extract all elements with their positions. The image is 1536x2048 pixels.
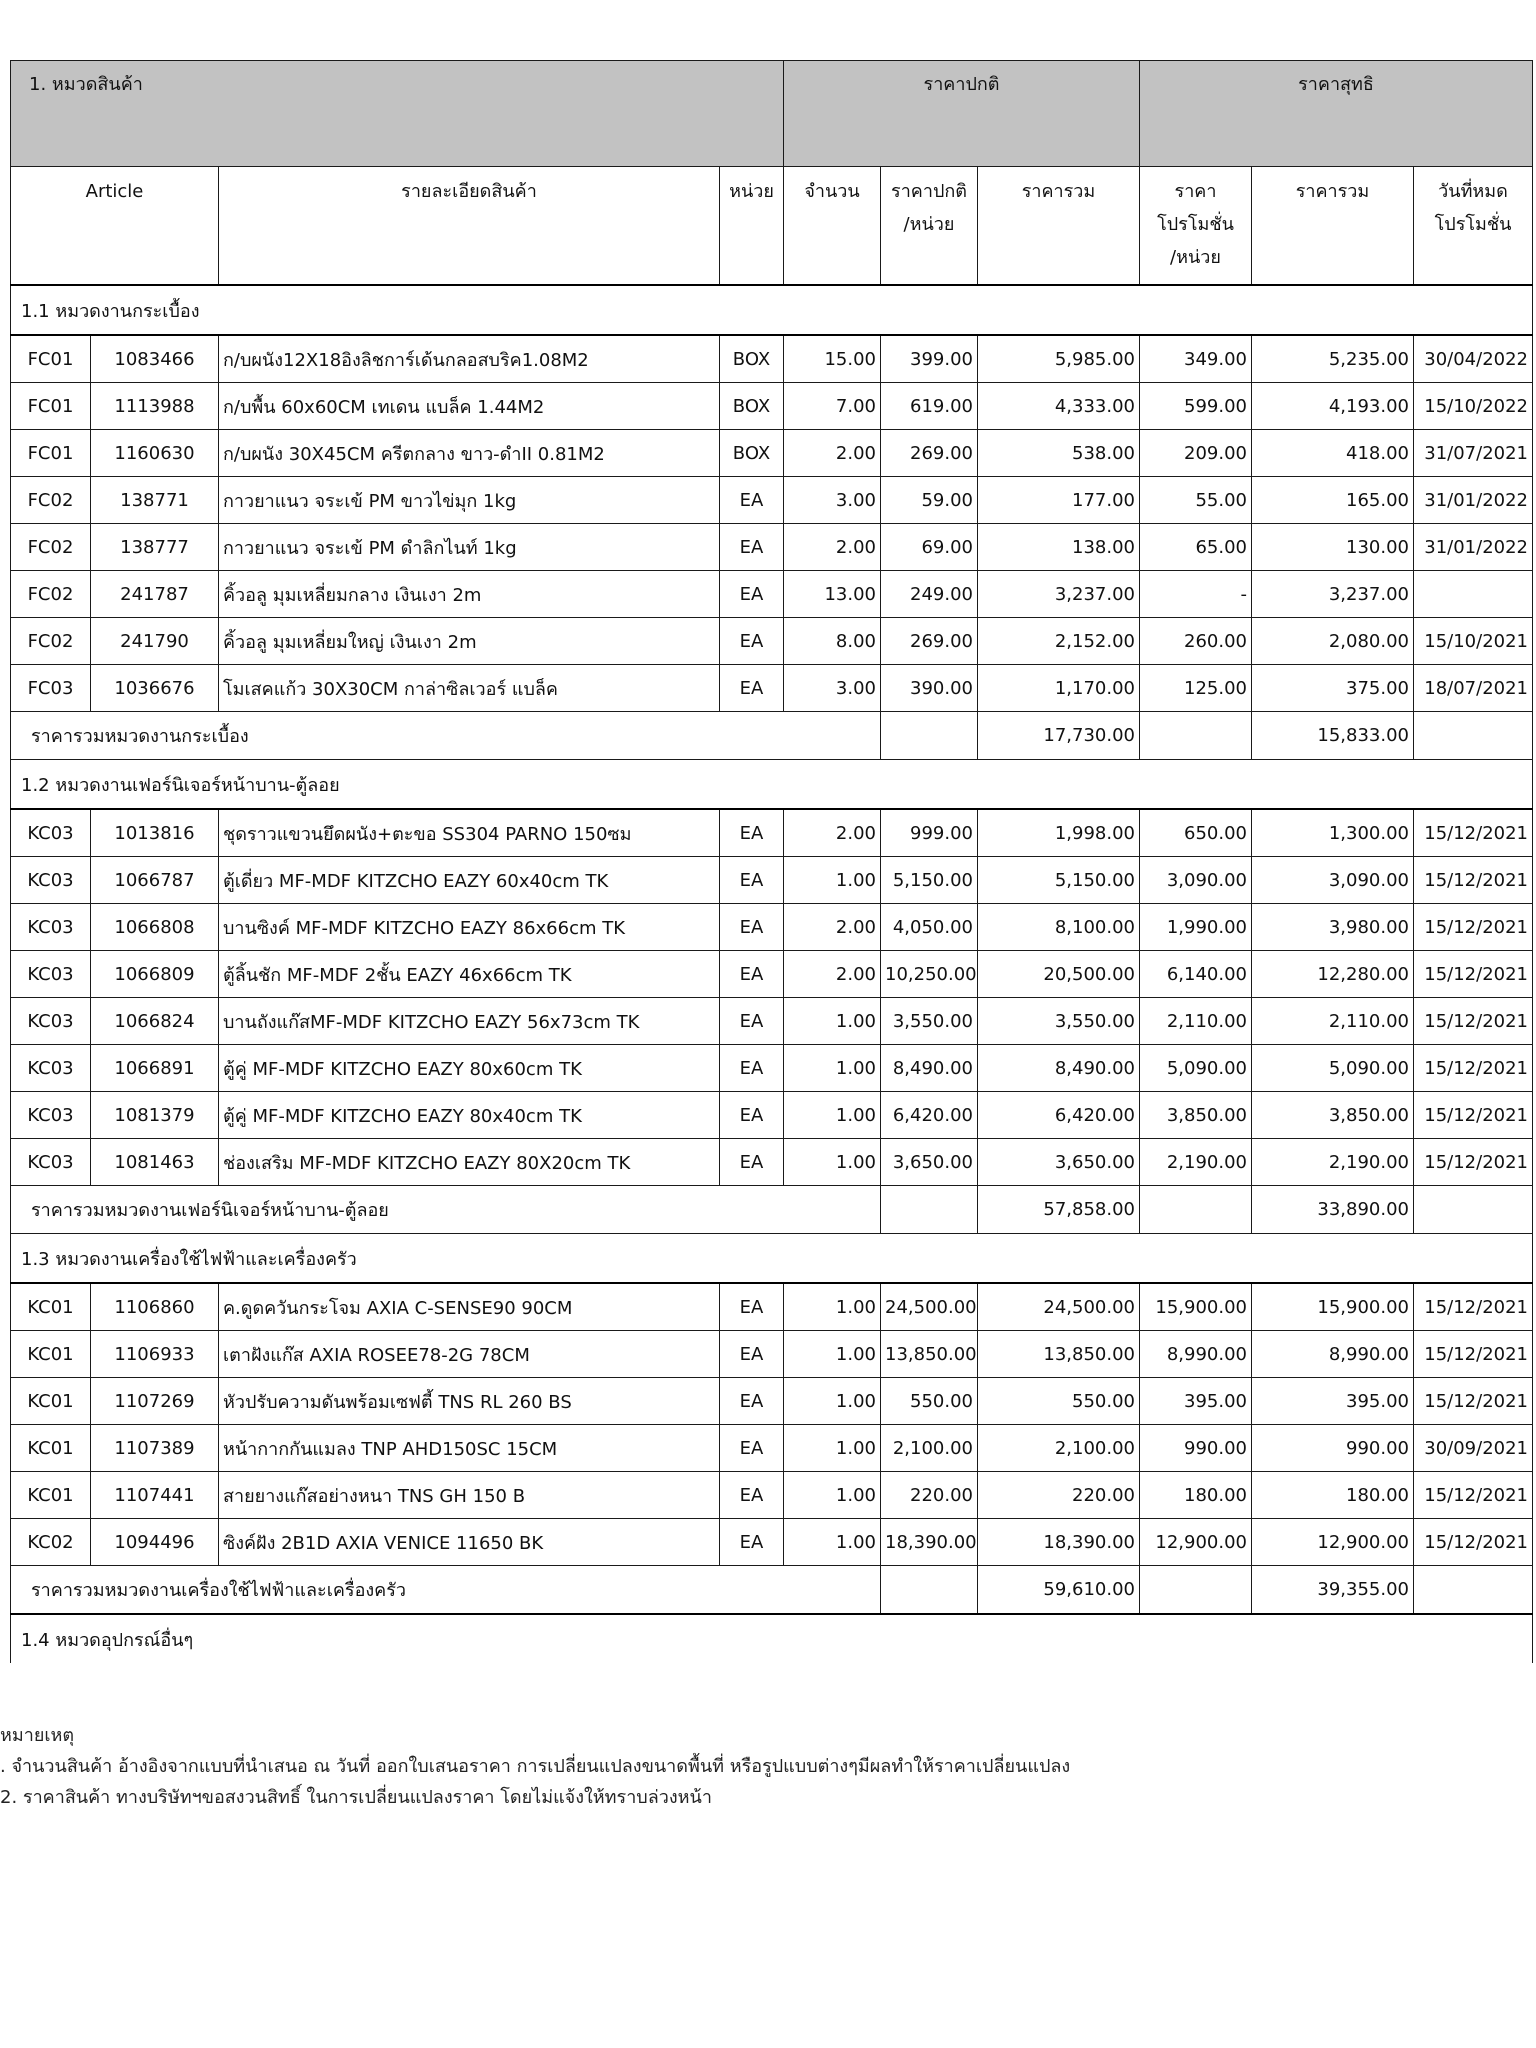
col-header-description: รายละเอียดสินค้า	[219, 167, 720, 286]
promo-expiry-cell: 18/07/2021	[1414, 665, 1533, 712]
unit-price-cell: 3,650.00	[881, 1139, 978, 1186]
category-code-cell: FC02	[11, 618, 91, 665]
table-row	[11, 1331, 1533, 1378]
article-cell: 1106860	[91, 1283, 219, 1331]
article-cell: 1113988	[91, 383, 219, 430]
unit-price-cell: 999.00	[881, 809, 978, 857]
promo-price-cell: 3,850.00	[1140, 1092, 1252, 1139]
notes-title: หมายเหตุ	[0, 1725, 75, 1746]
unit-cell: EA	[720, 1045, 784, 1092]
col-header-net-total: ราคารวม	[1252, 167, 1414, 286]
promo-price-cell: 15,900.00	[1140, 1283, 1252, 1331]
qty-cell: 1.00	[784, 857, 881, 904]
article-cell: 241790	[91, 618, 219, 665]
unit-cell: EA	[720, 1378, 784, 1425]
table-row	[11, 618, 1533, 665]
article-cell: 1083466	[91, 335, 219, 383]
promo-price-cell: 260.00	[1140, 618, 1252, 665]
qty-cell: 1.00	[784, 1378, 881, 1425]
table-row	[11, 857, 1533, 904]
subtotal-net: 15,833.00	[1252, 712, 1414, 760]
category-code-cell: FC02	[11, 571, 91, 618]
article-cell: 1160630	[91, 430, 219, 477]
subtotal-regular: 59,610.00	[978, 1566, 1140, 1615]
table-row	[11, 524, 1533, 571]
promo-price-cell: 125.00	[1140, 665, 1252, 712]
total-cell: 1,170.00	[978, 665, 1140, 712]
table-row	[11, 1139, 1533, 1186]
section-header-row	[11, 760, 1533, 810]
unit-cell: EA	[720, 951, 784, 998]
section-header-row	[11, 1614, 1533, 1663]
regular-price-group-header: ราคาปกติ	[784, 61, 1140, 167]
col-header-total: ราคารวม	[978, 167, 1140, 286]
table-row	[11, 998, 1533, 1045]
qty-cell: 1.00	[784, 1425, 881, 1472]
subtotal-empty-cell	[1140, 1186, 1252, 1234]
table-row	[11, 335, 1533, 383]
article-cell: 1107441	[91, 1472, 219, 1519]
net-total-cell: 12,900.00	[1252, 1519, 1414, 1566]
unit-cell: EA	[720, 857, 784, 904]
unit-price-cell: 220.00	[881, 1472, 978, 1519]
promo-expiry-cell: 15/12/2021	[1414, 1378, 1533, 1425]
category-code-cell: KC03	[11, 1139, 91, 1186]
description-cell: ตู้คู่ MF-MDF KITZCHO EAZY 80x60cm TK	[219, 1045, 720, 1092]
unit-cell: BOX	[720, 430, 784, 477]
total-cell: 1,998.00	[978, 809, 1140, 857]
subtotal-label: ราคารวมหมวดงานกระเบื้อง	[11, 712, 881, 760]
table-row	[11, 571, 1533, 618]
promo-expiry-cell: 15/12/2021	[1414, 1472, 1533, 1519]
section-title: 1.3 หมวดงานเครื่องใช้ไฟฟ้าและเครื่องครัว	[11, 1234, 1533, 1284]
promo-price-cell: 990.00	[1140, 1425, 1252, 1472]
promo-expiry-cell: 15/12/2021	[1414, 1139, 1533, 1186]
col-header-promo-price	[1140, 167, 1252, 286]
net-total-cell: 2,190.00	[1252, 1139, 1414, 1186]
qty-cell: 8.00	[784, 618, 881, 665]
table-row	[11, 951, 1533, 998]
net-total-cell: 12,280.00	[1252, 951, 1414, 998]
description-cell: เตาฝังแก๊ส AXIA ROSEE78-2G 78CM	[219, 1331, 720, 1378]
promo-price-cell: 1,990.00	[1140, 904, 1252, 951]
unit-cell: EA	[720, 1519, 784, 1566]
unit-price-cell: 18,390.00	[881, 1519, 978, 1566]
subtotal-net: 33,890.00	[1252, 1186, 1414, 1234]
subtotal-net: 39,355.00	[1252, 1566, 1414, 1615]
category-code-cell: FC02	[11, 524, 91, 571]
unit-price-cell: 390.00	[881, 665, 978, 712]
description-cell: ก/บผนัง 30X45CM ครีตกลาง ขาว-ดำII 0.81M2	[219, 430, 720, 477]
description-cell: ก/บพื้น 60x60CM เทเดน แบล็ค 1.44M2	[219, 383, 720, 430]
unit-price-cell: 269.00	[881, 618, 978, 665]
unit-price-cell: 5,150.00	[881, 857, 978, 904]
net-total-cell: 395.00	[1252, 1378, 1414, 1425]
net-total-cell: 4,193.00	[1252, 383, 1414, 430]
article-cell: 1066891	[91, 1045, 219, 1092]
col-header-expiry-line1: วันที่หมด	[1438, 181, 1508, 202]
promo-expiry-cell: 15/12/2021	[1414, 857, 1533, 904]
unit-cell: BOX	[720, 383, 784, 430]
qty-cell: 1.00	[784, 1139, 881, 1186]
unit-price-cell: 4,050.00	[881, 904, 978, 951]
description-cell: ตู้ลิ้นชัก MF-MDF 2ชั้น EAZY 46x66cm TK	[219, 951, 720, 998]
subtotal-row	[11, 1186, 1533, 1234]
total-cell: 3,650.00	[978, 1139, 1140, 1186]
total-cell: 538.00	[978, 430, 1140, 477]
table-row	[11, 665, 1533, 712]
description-cell: ก/บผนัง12X18อิงลิชการ์เด้นกลอสบริค1.08M2	[219, 335, 720, 383]
subtotal-row	[11, 712, 1533, 760]
article-cell: 1081379	[91, 1092, 219, 1139]
net-total-cell: 15,900.00	[1252, 1283, 1414, 1331]
qty-cell: 1.00	[784, 1472, 881, 1519]
qty-cell: 1.00	[784, 1092, 881, 1139]
total-cell: 18,390.00	[978, 1519, 1140, 1566]
subtotal-regular: 57,858.00	[978, 1186, 1140, 1234]
table-row	[11, 1283, 1533, 1331]
subtotal-label: ราคารวมหมวดงานเครื่องใช้ไฟฟ้าและเครื่องครัว	[11, 1566, 881, 1615]
net-total-cell: 5,090.00	[1252, 1045, 1414, 1092]
net-total-cell: 990.00	[1252, 1425, 1414, 1472]
description-cell: คิ้วอลู มุมเหลี่ยมใหญ่ เงินเงา 2m	[219, 618, 720, 665]
col-header-unit: หน่วย	[720, 167, 784, 286]
unit-cell: EA	[720, 477, 784, 524]
description-cell: บานซิงค์ MF-MDF KITZCHO EAZY 86x66cm TK	[219, 904, 720, 951]
net-total-cell: 8,990.00	[1252, 1331, 1414, 1378]
promo-expiry-cell: 15/12/2021	[1414, 904, 1533, 951]
net-total-cell: 418.00	[1252, 430, 1414, 477]
unit-cell: EA	[720, 1139, 784, 1186]
category-header: 1. หมวดสินค้า	[11, 61, 784, 167]
table-row	[11, 1092, 1533, 1139]
unit-cell: EA	[720, 618, 784, 665]
subtotal-label: ราคารวมหมวดงานเฟอร์นิเจอร์หน้าบาน-ตู้ลอย	[11, 1186, 881, 1234]
unit-price-cell: 249.00	[881, 571, 978, 618]
category-code-cell: KC03	[11, 951, 91, 998]
qty-cell: 1.00	[784, 998, 881, 1045]
promo-price-cell: 6,140.00	[1140, 951, 1252, 998]
category-code-cell: FC02	[11, 477, 91, 524]
qty-cell: 1.00	[784, 1283, 881, 1331]
promo-price-cell: 599.00	[1140, 383, 1252, 430]
category-code-cell: FC01	[11, 383, 91, 430]
promo-expiry-cell: 15/12/2021	[1414, 1045, 1533, 1092]
col-header-promo-line1: ราคา	[1174, 181, 1217, 202]
total-cell: 5,150.00	[978, 857, 1140, 904]
category-code-cell: KC03	[11, 809, 91, 857]
promo-price-cell: -	[1140, 571, 1252, 618]
promo-price-cell: 650.00	[1140, 809, 1252, 857]
promo-expiry-cell: 15/12/2021	[1414, 951, 1533, 998]
article-cell: 1066809	[91, 951, 219, 998]
total-cell: 220.00	[978, 1472, 1140, 1519]
section-title: 1.2 หมวดงานเฟอร์นิเจอร์หน้าบาน-ตู้ลอย	[11, 760, 1533, 810]
unit-price-cell: 59.00	[881, 477, 978, 524]
promo-expiry-cell: 31/07/2021	[1414, 430, 1533, 477]
category-code-cell: FC01	[11, 335, 91, 383]
promo-expiry-cell	[1414, 571, 1533, 618]
article-cell: 1107389	[91, 1425, 219, 1472]
category-code-cell: KC03	[11, 998, 91, 1045]
unit-cell: EA	[720, 1331, 784, 1378]
col-header-promo-line3: /หน่วย	[1170, 247, 1221, 268]
notes-line-1: . จำนวนสินค้า อ้างอิงจากแบบที่นำเสนอ ณ วันที่ ออกใบเสนอราคา การเปลี่ยนแปลงขนาดพื้นที่ หรือรูปแบบต่างๆมีผลทำให้ราคาเปลี่ยนแปลง	[0, 1756, 1071, 1777]
col-header-promo-line2: โปรโมชั่น	[1157, 214, 1234, 235]
qty-cell: 3.00	[784, 477, 881, 524]
promo-price-cell: 3,090.00	[1140, 857, 1252, 904]
qty-cell: 7.00	[784, 383, 881, 430]
net-total-cell: 2,110.00	[1252, 998, 1414, 1045]
qty-cell: 15.00	[784, 335, 881, 383]
section-header-row	[11, 1234, 1533, 1284]
net-total-cell: 3,090.00	[1252, 857, 1414, 904]
section-title: 1.4 หมวดอุปกรณ์อื่นๆ	[11, 1614, 1533, 1663]
unit-price-cell: 6,420.00	[881, 1092, 978, 1139]
net-price-group-header: ราคาสุทธิ	[1140, 61, 1533, 167]
qty-cell: 13.00	[784, 571, 881, 618]
qty-cell: 2.00	[784, 904, 881, 951]
total-cell: 2,152.00	[978, 618, 1140, 665]
category-code-cell: KC01	[11, 1472, 91, 1519]
promo-price-cell: 55.00	[1140, 477, 1252, 524]
article-cell: 1036676	[91, 665, 219, 712]
promo-price-cell: 209.00	[1140, 430, 1252, 477]
col-header-unit-price-line1: ราคาปกติ	[891, 181, 967, 202]
col-header-unit-price-line2: /หน่วย	[903, 214, 955, 235]
article-cell: 1066787	[91, 857, 219, 904]
subtotal-empty-cell	[1414, 1566, 1533, 1615]
unit-price-cell: 2,100.00	[881, 1425, 978, 1472]
net-total-cell: 3,237.00	[1252, 571, 1414, 618]
category-code-cell: KC01	[11, 1378, 91, 1425]
net-total-cell: 3,850.00	[1252, 1092, 1414, 1139]
article-cell: 1066824	[91, 998, 219, 1045]
qty-cell: 2.00	[784, 524, 881, 571]
category-code-cell: FC03	[11, 665, 91, 712]
unit-price-cell: 13,850.00	[881, 1331, 978, 1378]
article-cell: 241787	[91, 571, 219, 618]
total-cell: 3,550.00	[978, 998, 1140, 1045]
qty-cell: 3.00	[784, 665, 881, 712]
total-cell: 177.00	[978, 477, 1140, 524]
net-total-cell: 2,080.00	[1252, 618, 1414, 665]
header-row-columns	[11, 167, 1533, 286]
category-code-cell: KC01	[11, 1283, 91, 1331]
table-row	[11, 477, 1533, 524]
total-cell: 20,500.00	[978, 951, 1140, 998]
description-cell: สายยางแก๊สอย่างหนา TNS GH 150 B	[219, 1472, 720, 1519]
subtotal-empty-cell	[1140, 1566, 1252, 1615]
table-row	[11, 383, 1533, 430]
promo-price-cell: 2,190.00	[1140, 1139, 1252, 1186]
net-total-cell: 130.00	[1252, 524, 1414, 571]
article-cell: 1066808	[91, 904, 219, 951]
quotation-sheet	[10, 60, 1532, 1663]
description-cell: กาวยาแนว จระเข้ PM ดำลิกไนท์ 1kg	[219, 524, 720, 571]
article-cell: 1107269	[91, 1378, 219, 1425]
net-total-cell: 165.00	[1252, 477, 1414, 524]
unit-price-cell: 69.00	[881, 524, 978, 571]
article-cell: 1094496	[91, 1519, 219, 1566]
subtotal-regular: 17,730.00	[978, 712, 1140, 760]
unit-price-cell: 619.00	[881, 383, 978, 430]
net-total-cell: 3,980.00	[1252, 904, 1414, 951]
category-code-cell: KC03	[11, 904, 91, 951]
promo-price-cell: 5,090.00	[1140, 1045, 1252, 1092]
description-cell: คิ้วอลู มุมเหลี่ยมกลาง เงินเงา 2m	[219, 571, 720, 618]
col-header-qty: จำนวน	[784, 167, 881, 286]
unit-cell: EA	[720, 665, 784, 712]
table-row	[11, 430, 1533, 477]
subtotal-empty-cell	[881, 1566, 978, 1615]
qty-cell: 2.00	[784, 430, 881, 477]
qty-cell: 2.00	[784, 809, 881, 857]
promo-price-cell: 2,110.00	[1140, 998, 1252, 1045]
unit-cell: EA	[720, 998, 784, 1045]
description-cell: ตู้เดี่ยว MF-MDF KITZCHO EAZY 60x40cm TK	[219, 857, 720, 904]
promo-expiry-cell: 15/12/2021	[1414, 998, 1533, 1045]
table-row	[11, 1425, 1533, 1472]
net-total-cell: 5,235.00	[1252, 335, 1414, 383]
total-cell: 8,490.00	[978, 1045, 1140, 1092]
subtotal-empty-cell	[1140, 712, 1252, 760]
unit-cell: EA	[720, 904, 784, 951]
header-row-groups	[11, 61, 1533, 167]
description-cell: โมเสคแก้ว 30X30CM กาล่าซิลเวอร์ แบล็ค	[219, 665, 720, 712]
category-code-cell: KC01	[11, 1331, 91, 1378]
description-cell: หน้ากากกันแมลง TNP AHD150SC 15CM	[219, 1425, 720, 1472]
total-cell: 3,237.00	[978, 571, 1140, 618]
section-header-row	[11, 285, 1533, 335]
unit-cell: BOX	[720, 335, 784, 383]
unit-price-cell: 269.00	[881, 430, 978, 477]
total-cell: 24,500.00	[978, 1283, 1140, 1331]
unit-cell: EA	[720, 809, 784, 857]
description-cell: ชุดราวแขวนยึดผนัง+ตะขอ SS304 PARNO 150ซม	[219, 809, 720, 857]
table-row	[11, 1472, 1533, 1519]
total-cell: 550.00	[978, 1378, 1140, 1425]
total-cell: 5,985.00	[978, 335, 1140, 383]
qty-cell: 1.00	[784, 1519, 881, 1566]
unit-cell: EA	[720, 524, 784, 571]
unit-price-cell: 24,500.00	[881, 1283, 978, 1331]
net-total-cell: 180.00	[1252, 1472, 1414, 1519]
description-cell: ซิงค์ฝัง 2B1D AXIA VENICE 11650 BK	[219, 1519, 720, 1566]
table-row	[11, 1045, 1533, 1092]
promo-price-cell: 8,990.00	[1140, 1331, 1252, 1378]
total-cell: 13,850.00	[978, 1331, 1140, 1378]
col-header-expiry	[1414, 167, 1533, 286]
col-header-expiry-line2: โปรโมชั่น	[1434, 214, 1512, 235]
subtotal-empty-cell	[1414, 712, 1533, 760]
subtotal-row	[11, 1566, 1533, 1615]
qty-cell: 1.00	[784, 1045, 881, 1092]
table-row	[11, 904, 1533, 951]
promo-expiry-cell: 15/12/2021	[1414, 1331, 1533, 1378]
unit-cell: EA	[720, 1283, 784, 1331]
total-cell: 6,420.00	[978, 1092, 1140, 1139]
col-header-article: Article	[11, 167, 219, 286]
unit-cell: EA	[720, 1092, 784, 1139]
description-cell: ช่องเสริม MF-MDF KITZCHO EAZY 80X20cm TK	[219, 1139, 720, 1186]
promo-price-cell: 395.00	[1140, 1378, 1252, 1425]
unit-cell: EA	[720, 571, 784, 618]
unit-price-cell: 3,550.00	[881, 998, 978, 1045]
category-code-cell: KC02	[11, 1519, 91, 1566]
category-code-cell: FC01	[11, 430, 91, 477]
category-code-cell: KC01	[11, 1425, 91, 1472]
promo-expiry-cell: 15/12/2021	[1414, 809, 1533, 857]
subtotal-empty-cell	[881, 1186, 978, 1234]
article-cell: 138771	[91, 477, 219, 524]
article-cell: 1081463	[91, 1139, 219, 1186]
table-row	[11, 809, 1533, 857]
product-table	[10, 60, 1533, 1663]
article-cell: 138777	[91, 524, 219, 571]
promo-price-cell: 349.00	[1140, 335, 1252, 383]
article-cell: 1013816	[91, 809, 219, 857]
promo-expiry-cell: 30/04/2022	[1414, 335, 1533, 383]
unit-price-cell: 550.00	[881, 1378, 978, 1425]
unit-cell: EA	[720, 1425, 784, 1472]
total-cell: 2,100.00	[978, 1425, 1140, 1472]
qty-cell: 1.00	[784, 1331, 881, 1378]
subtotal-empty-cell	[1414, 1186, 1533, 1234]
description-cell: หัวปรับความดันพร้อมเซฟตี้ TNS RL 260 BS	[219, 1378, 720, 1425]
subtotal-empty-cell	[881, 712, 978, 760]
promo-price-cell: 12,900.00	[1140, 1519, 1252, 1566]
total-cell: 138.00	[978, 524, 1140, 571]
promo-expiry-cell: 15/12/2021	[1414, 1092, 1533, 1139]
table-row	[11, 1519, 1533, 1566]
notes-line-2: 2. ราคาสินค้า ทางบริษัทฯขอสงวนสิทธิ์ ในการเปลี่ยนแปลงราคา โดยไม่แจ้งให้ทราบล่วงหน้า	[0, 1787, 712, 1808]
notes-block	[0, 1720, 1070, 1813]
table-row	[11, 1378, 1533, 1425]
qty-cell: 2.00	[784, 951, 881, 998]
category-code-cell: KC03	[11, 857, 91, 904]
description-cell: บานถังแก๊สMF-MDF KITZCHO EAZY 56x73cm TK	[219, 998, 720, 1045]
promo-price-cell: 65.00	[1140, 524, 1252, 571]
promo-expiry-cell: 31/01/2022	[1414, 524, 1533, 571]
unit-price-cell: 10,250.00	[881, 951, 978, 998]
promo-expiry-cell: 30/09/2021	[1414, 1425, 1533, 1472]
unit-price-cell: 399.00	[881, 335, 978, 383]
total-cell: 8,100.00	[978, 904, 1140, 951]
article-cell: 1106933	[91, 1331, 219, 1378]
promo-expiry-cell: 15/12/2021	[1414, 1283, 1533, 1331]
category-code-cell: KC03	[11, 1092, 91, 1139]
net-total-cell: 375.00	[1252, 665, 1414, 712]
promo-expiry-cell: 15/10/2021	[1414, 618, 1533, 665]
description-cell: กาวยาแนว จระเข้ PM ขาวไข่มุก 1kg	[219, 477, 720, 524]
net-total-cell: 1,300.00	[1252, 809, 1414, 857]
promo-expiry-cell: 31/01/2022	[1414, 477, 1533, 524]
promo-price-cell: 180.00	[1140, 1472, 1252, 1519]
section-title: 1.1 หมวดงานกระเบื้อง	[11, 285, 1533, 335]
unit-price-cell: 8,490.00	[881, 1045, 978, 1092]
category-code-cell: KC03	[11, 1045, 91, 1092]
promo-expiry-cell: 15/10/2022	[1414, 383, 1533, 430]
col-header-unit-price	[881, 167, 978, 286]
description-cell: ตู้คู่ MF-MDF KITZCHO EAZY 80x40cm TK	[219, 1092, 720, 1139]
description-cell: ค.ดูดควันกระโจม AXIA C-SENSE90 90CM	[219, 1283, 720, 1331]
total-cell: 4,333.00	[978, 383, 1140, 430]
promo-expiry-cell: 15/12/2021	[1414, 1519, 1533, 1566]
unit-cell: EA	[720, 1472, 784, 1519]
